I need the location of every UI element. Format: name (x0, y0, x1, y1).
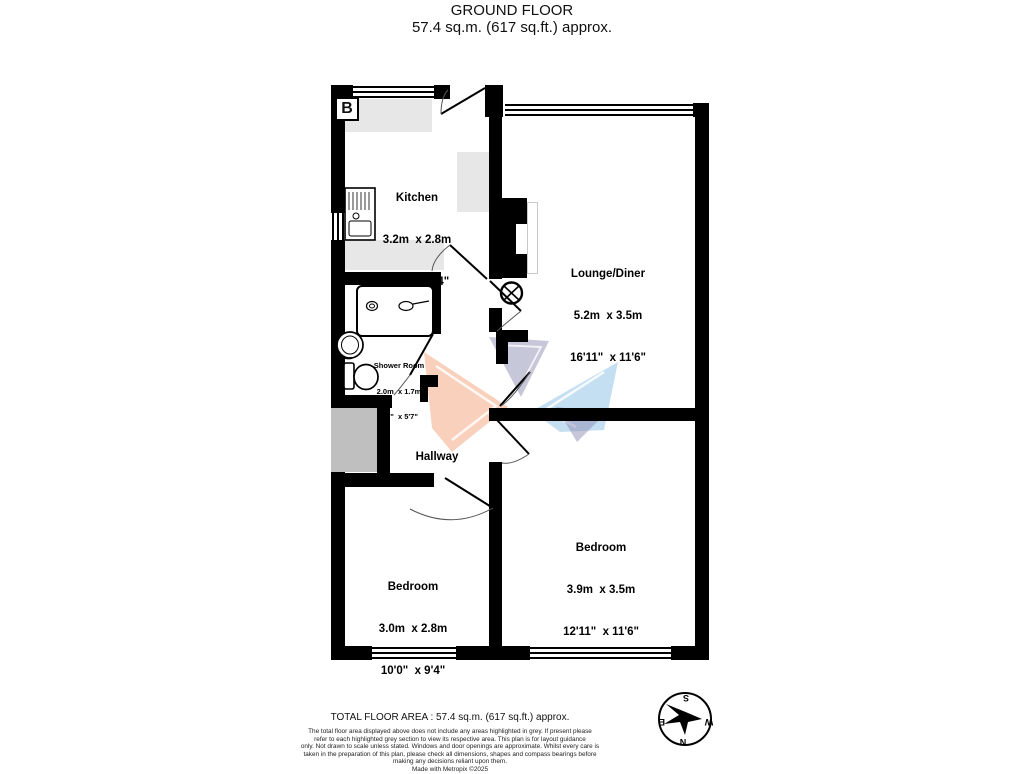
boiler-box (335, 97, 359, 121)
compass-letter-west: W (704, 717, 714, 727)
room-label-bedroom-right (563, 513, 639, 667)
room-name: Shower Room (373, 361, 425, 370)
footer-block (300, 712, 600, 774)
metropix-credit: Made with Metropix ©2025 (411, 765, 489, 773)
room-name: Kitchen (395, 192, 439, 204)
room-label-kitchen (383, 163, 451, 317)
disclaimer-line: The total floor area displayed above does not include any areas highlighted in grey. If present please (308, 728, 592, 735)
kitchen-sink (345, 188, 375, 240)
total-floor-area: TOTAL FLOOR AREA : 57.4 sq.m. (617 sq.ft.) approx. (330, 712, 570, 723)
compass-letter-south: S (682, 693, 690, 703)
compass-star (664, 704, 702, 735)
room-label-bedroom-left (379, 552, 447, 706)
room-name: Lounge/Diner (570, 268, 646, 280)
room-label-lounge-diner (570, 239, 646, 393)
disclaimer-line: taken in the preparation of this plan, please check all dimensions, shapes and compass bearings before (303, 750, 597, 758)
page-title: GROUND FLOOR (450, 2, 574, 19)
room-size-imperial: 6'7" x 5'7" (380, 412, 418, 421)
boiler-label: B (341, 100, 353, 117)
compass-letter-north: N (679, 737, 687, 747)
wash-basin (337, 332, 363, 359)
room-label-hallway (416, 422, 459, 492)
room-size-metric: 5.2m x 3.5m (573, 310, 643, 322)
disclaimer-line: only. Not drawn to scale unless stated. Windows and door openings are approximate. Whilst every care is (300, 743, 600, 751)
room-size-metric: 3.9m x 3.5m (566, 584, 636, 596)
room-name: Hallway (415, 451, 459, 463)
room-size-metric: 2.0m x 1.7m (376, 386, 422, 396)
compass-letter-east: E (658, 717, 666, 727)
room-name: Bedroom (387, 581, 439, 593)
disclaimer-line: refer to each highlighted grey section to view its respective area. This plan is for layout guidance (314, 735, 586, 743)
room-size-imperial: 10'6" x 9'4" (384, 276, 450, 288)
page-subtitle: 57.4 sq.m. (617 sq.ft.) approx. (411, 19, 613, 36)
room-size-imperial: 10'0" x 9'4" (380, 665, 446, 677)
room-size-metric: 3.2m x 2.8m (382, 234, 452, 246)
room-size-imperial: 12'11" x 11'6" (563, 626, 639, 638)
room-name: Bedroom (575, 542, 627, 554)
page-title-block (0, 2, 1024, 36)
ceiling-light-symbol (501, 283, 522, 304)
room-size-imperial: 16'11" x 11'6" (570, 352, 646, 364)
compass-rose-icon (659, 693, 713, 747)
room-size-metric: 3.0m x 2.8m (378, 623, 448, 635)
disclaimer-line: making any decisions reliant upon them. (392, 758, 508, 766)
